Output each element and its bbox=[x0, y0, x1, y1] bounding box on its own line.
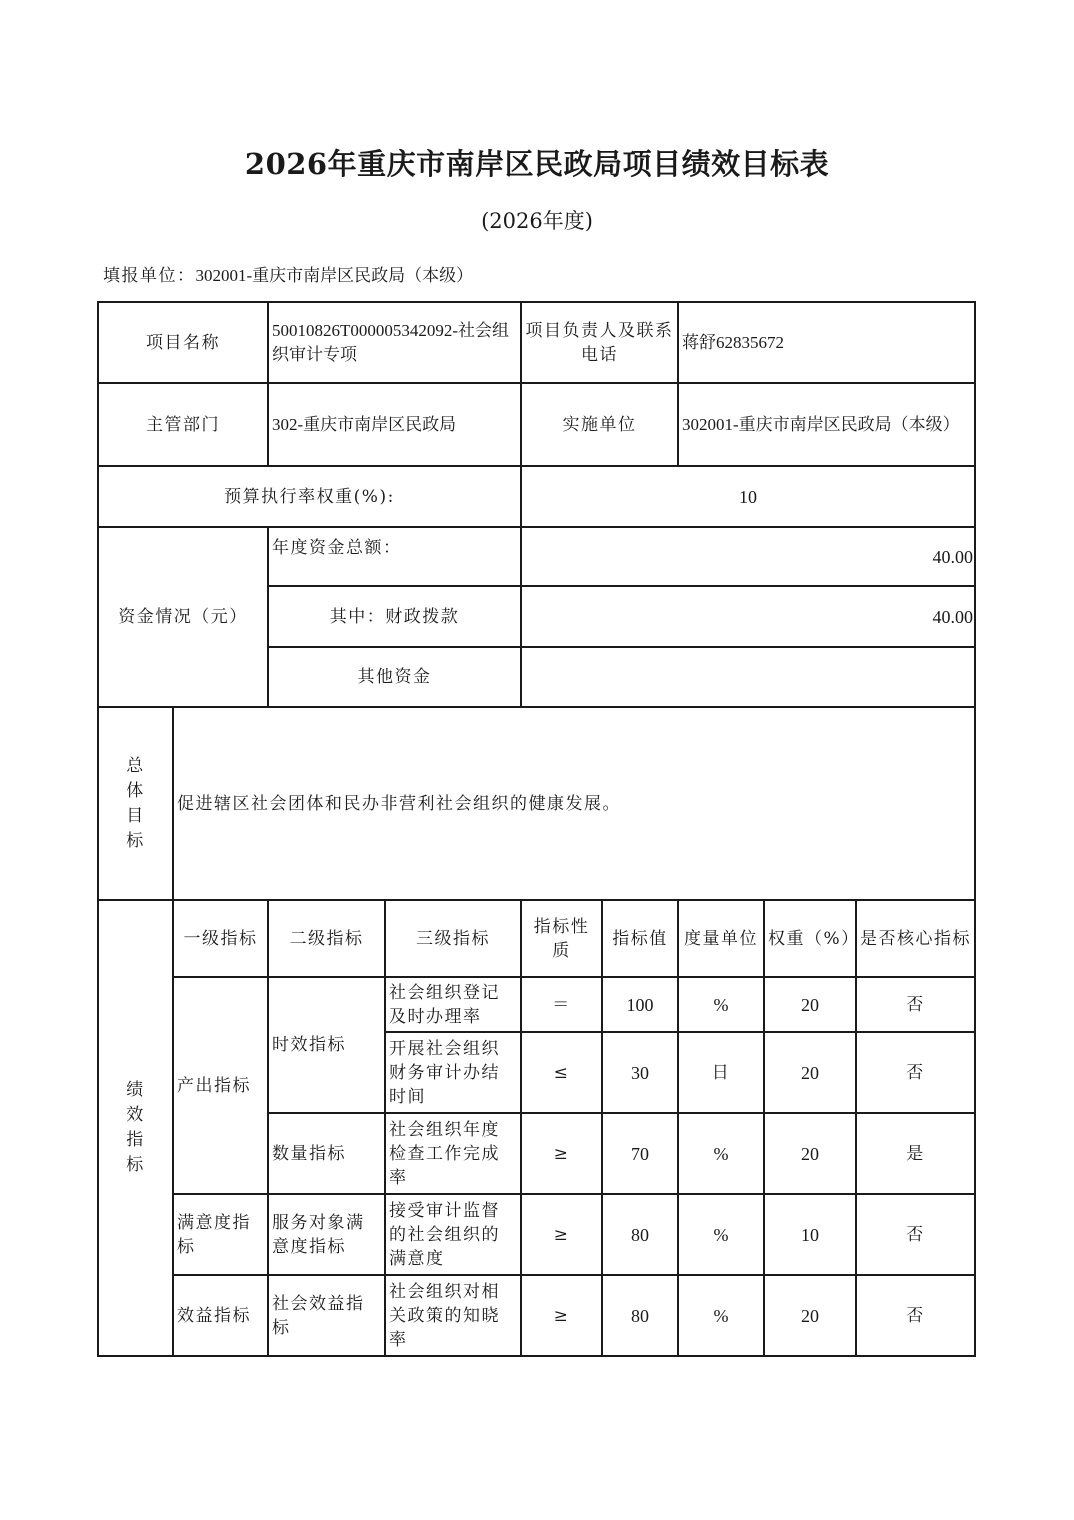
value-cell: 80 bbox=[602, 1194, 678, 1275]
project-name-value: 50010826T000005342092-社会组织审计专项 bbox=[268, 302, 521, 383]
core-cell: 否 bbox=[856, 1275, 975, 1356]
filing-unit-value: 302001-重庆市南岸区民政局（本级） bbox=[195, 266, 474, 285]
nature-cell: ≥ bbox=[521, 1275, 602, 1356]
overall-goal-text: 促进辖区社会团体和民办非营利社会组织的健康发展。 bbox=[173, 707, 975, 900]
level1-output: 产出指标 bbox=[173, 977, 268, 1194]
indicator-header-row bbox=[98, 900, 975, 977]
nature-cell: ≤ bbox=[521, 1032, 602, 1113]
funds-other-value bbox=[521, 647, 975, 707]
core-cell: 否 bbox=[856, 977, 975, 1032]
value-cell: 30 bbox=[602, 1032, 678, 1113]
core-cell: 否 bbox=[856, 1032, 975, 1113]
level3-cell: 开展社会组织财务审计办结时间 bbox=[385, 1032, 521, 1113]
funds-total-label: 年度资金总额： bbox=[268, 527, 521, 586]
row-project-name bbox=[98, 302, 975, 383]
indicator-row bbox=[98, 1194, 975, 1275]
weight-cell: 20 bbox=[764, 1275, 856, 1356]
funds-section-label: 资金情况（元） bbox=[98, 527, 268, 707]
department-label: 主管部门 bbox=[98, 383, 268, 466]
unit-cell: % bbox=[678, 1194, 764, 1275]
weight-cell: 20 bbox=[764, 1032, 856, 1113]
header-value: 指标值 bbox=[602, 900, 678, 977]
level3-cell: 接受审计监督的社会组织的满意度 bbox=[385, 1194, 521, 1275]
unit-cell: % bbox=[678, 1113, 764, 1194]
owner-label: 项目负责人及联系电话 bbox=[521, 302, 678, 383]
level1-satisfaction: 满意度指标 bbox=[173, 1194, 268, 1275]
level3-cell: 社会组织登记及时办理率 bbox=[385, 977, 521, 1032]
impl-unit-value: 302001-重庆市南岸区民政局（本级） bbox=[678, 383, 975, 466]
row-funds-total bbox=[98, 527, 975, 586]
overall-goal-label: 总体目标 bbox=[98, 707, 173, 900]
level3-cell: 社会组织年度检查工作完成率 bbox=[385, 1113, 521, 1194]
nature-cell: ≥ bbox=[521, 1194, 602, 1275]
funds-fiscal-label: 其中：财政拨款 bbox=[268, 586, 521, 647]
filing-unit-label: 填报单位： bbox=[103, 266, 196, 286]
weight-cell: 20 bbox=[764, 977, 856, 1032]
owner-value: 蒋舒62835672 bbox=[678, 302, 975, 383]
value-cell: 80 bbox=[602, 1275, 678, 1356]
row-budget-weight bbox=[98, 466, 975, 527]
funds-other-label: 其他资金 bbox=[268, 647, 521, 707]
header-level2: 二级指标 bbox=[268, 900, 385, 977]
nature-cell: ＝ bbox=[521, 977, 602, 1032]
performance-target-table bbox=[97, 301, 976, 1357]
header-level1: 一级指标 bbox=[173, 900, 268, 977]
impl-unit-label: 实施单位 bbox=[521, 383, 678, 466]
header-core: 是否核心指标 bbox=[856, 900, 975, 977]
core-cell: 否 bbox=[856, 1194, 975, 1275]
level2-quantity: 数量指标 bbox=[268, 1113, 385, 1194]
weight-cell: 20 bbox=[764, 1113, 856, 1194]
funds-total-value: 40.00 bbox=[521, 527, 975, 586]
indicator-row bbox=[98, 977, 975, 1032]
budget-weight-label: 预算执行率权重(%): bbox=[98, 466, 521, 527]
nature-cell: ≥ bbox=[521, 1113, 602, 1194]
header-level3: 三级指标 bbox=[385, 900, 521, 977]
value-cell: 70 bbox=[602, 1113, 678, 1194]
unit-cell: % bbox=[678, 977, 764, 1032]
unit-cell: 日 bbox=[678, 1032, 764, 1113]
indicator-row bbox=[98, 1275, 975, 1356]
core-cell: 是 bbox=[856, 1113, 975, 1194]
header-nature: 指标性质 bbox=[521, 900, 602, 977]
value-cell: 100 bbox=[602, 977, 678, 1032]
budget-weight-value: 10 bbox=[521, 466, 975, 527]
department-value: 302-重庆市南岸区民政局 bbox=[268, 383, 521, 466]
level1-benefit: 效益指标 bbox=[173, 1275, 268, 1356]
indicators-section-label: 绩效指标 bbox=[98, 900, 173, 1356]
header-weight: 权重（%） bbox=[764, 900, 856, 977]
level2-timeliness: 时效指标 bbox=[268, 977, 385, 1113]
header-unit: 度量单位 bbox=[678, 900, 764, 977]
project-name-label: 项目名称 bbox=[98, 302, 268, 383]
document-subtitle: (2026年度) bbox=[481, 209, 593, 233]
level2-social-benefit: 社会效益指标 bbox=[268, 1275, 385, 1356]
level3-cell: 社会组织对相关政策的知晓率 bbox=[385, 1275, 521, 1356]
level2-service-satisfaction: 服务对象满意度指标 bbox=[268, 1194, 385, 1275]
weight-cell: 10 bbox=[764, 1194, 856, 1275]
funds-fiscal-value: 40.00 bbox=[521, 586, 975, 647]
document-title: 2026年重庆市南岸区民政局项目绩效目标表 bbox=[244, 147, 830, 181]
filing-unit bbox=[103, 261, 473, 286]
row-department bbox=[98, 383, 975, 466]
unit-cell: % bbox=[678, 1275, 764, 1356]
row-overall-goal bbox=[98, 707, 975, 900]
